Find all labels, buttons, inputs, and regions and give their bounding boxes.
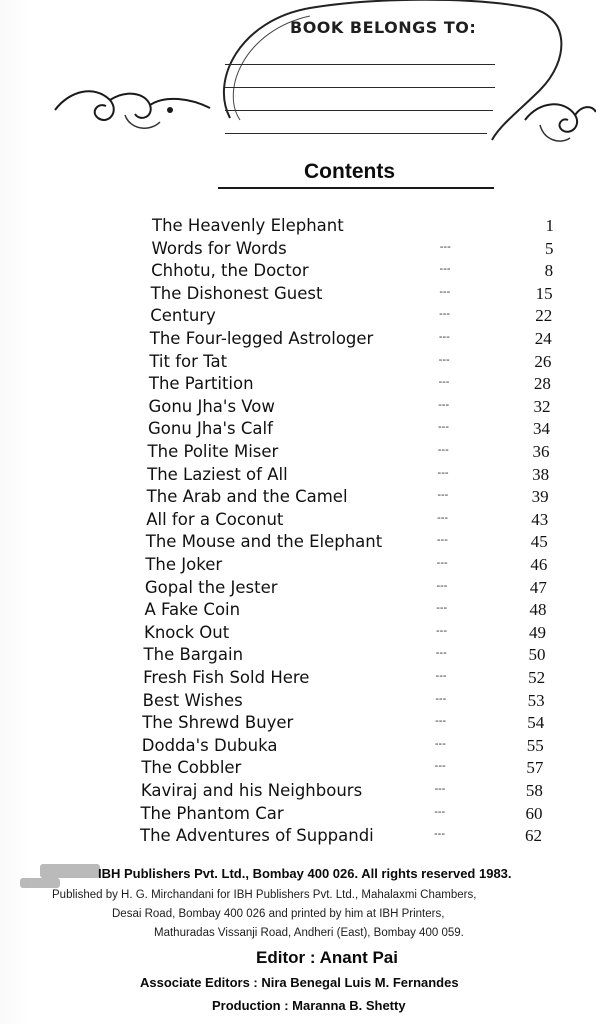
toc-entry-leader: --- (439, 240, 451, 253)
toc-entry-leader: --- (435, 715, 447, 728)
toc-entry-title: Gonu Jha's Vow (148, 396, 275, 416)
toc-entry-leader: --- (436, 602, 448, 615)
toc-entry-title: The Joker (145, 555, 223, 574)
toc-entry-page: 60 (525, 803, 543, 823)
toc-entry-page: 54 (527, 713, 545, 733)
toc-entry-title: The Bargain (143, 645, 244, 665)
toc-entry-leader: --- (434, 737, 446, 750)
toc-entry (0, 578, 596, 600)
toc-entry-leader: --- (436, 624, 447, 637)
toc-entry-leader: --- (439, 285, 451, 298)
toc-entry (0, 758, 596, 780)
ink-smudge (20, 878, 60, 888)
toc-entry-title: Gonu Jha's Calf (148, 419, 273, 439)
toc-entry-leader: --- (435, 670, 447, 682)
toc-entry-page: 1 (545, 216, 554, 235)
toc-entry-leader: --- (434, 828, 445, 841)
contents-heading: Contents (304, 160, 395, 183)
toc-entry-title: A Fake Coin (144, 600, 241, 620)
toc-entry-leader: --- (438, 353, 450, 366)
toc-entry (0, 510, 596, 532)
toc-entry-title: Kaviraj and his Neighbours (140, 781, 363, 800)
toc-entry-page: 45 (530, 532, 548, 552)
book-belongs-to-label: BOOK BELONGS TO: (290, 18, 477, 37)
toc-entry-page: 57 (526, 758, 544, 778)
toc-entry-leader: --- (437, 511, 449, 524)
toc-entry (0, 826, 596, 848)
toc-entry-title: Gopal the Jester (144, 577, 278, 597)
toc-entry-leader: --- (439, 263, 451, 276)
toc-entry-leader: --- (438, 398, 450, 411)
toc-entry-leader: --- (438, 376, 450, 389)
toc-entry (0, 216, 596, 238)
toc-entry-title: All for a Coconut (146, 509, 284, 529)
owner-line-4 (225, 133, 487, 134)
toc-entry-leader: --- (435, 647, 447, 660)
toc-entry-page: 39 (531, 487, 549, 507)
owner-line-3 (225, 110, 493, 111)
toc-entry (0, 306, 596, 328)
toc-entry-page: 5 (545, 238, 554, 258)
toc-entry-title: Words for Words (151, 238, 287, 258)
toc-entry-leader: --- (437, 466, 449, 479)
toc-entry (0, 239, 596, 261)
toc-entry (0, 804, 596, 826)
toc-entry-leader: --- (439, 308, 451, 321)
toc-entry-page: 15 (535, 283, 553, 303)
toc-entry (0, 465, 596, 487)
toc-entry-page: 50 (528, 645, 546, 665)
left-flourish-ornament (50, 70, 220, 150)
toc-entry-leader: --- (435, 692, 447, 705)
toc-entry (0, 419, 596, 441)
toc-entry-title: The Dishonest Guest (150, 283, 323, 303)
toc-entry-page: 49 (529, 622, 546, 642)
toc-entry-title: The Arab and the Camel (146, 487, 348, 507)
toc-entry-page: 38 (532, 464, 550, 484)
toc-entry-title: The Mouse and the Elephant (145, 532, 383, 552)
right-flourish-ornament (520, 90, 596, 160)
toc-entry-leader: --- (438, 421, 449, 434)
toc-entry-leader: --- (437, 444, 449, 456)
toc-entry-title: Fresh Fish Sold Here (143, 668, 310, 687)
toc-entry-title: Century (150, 306, 216, 326)
toc-entry (0, 645, 596, 667)
toc-entry-leader: --- (436, 557, 448, 569)
toc-entry-title: The Polite Miser (147, 442, 279, 461)
toc-entry (0, 352, 596, 374)
toc-entry (0, 600, 596, 622)
toc-entry (0, 374, 596, 396)
toc-entry-title: The Laziest of All (147, 464, 288, 484)
editor-credit: Editor : Anant Pai (256, 948, 398, 967)
ink-smudge (40, 864, 100, 878)
toc-entry-page: 8 (544, 261, 554, 281)
toc-entry (0, 691, 596, 713)
toc-entry-title: The Phantom Car (140, 803, 284, 823)
toc-entry-leader: --- (434, 805, 446, 818)
toc-entry (0, 532, 596, 554)
toc-entry (0, 668, 596, 690)
production-credit: Production : Maranna B. Shetty (212, 998, 406, 1013)
toc-entry-title: The Partition (148, 374, 254, 394)
toc-entry-title: Knock Out (144, 622, 230, 642)
toc-entry-page: 53 (527, 690, 545, 710)
toc-entry-page: 34 (533, 419, 550, 439)
published-by-line: Published by H. G. Mirchandani for IBH Publishers Pvt. Ltd., Mahalaxmi Chambers, (52, 889, 477, 901)
address-line-1: Desai Road, Bombay 400 026 and printed by him at IBH Printers, (112, 908, 445, 920)
owner-line-1 (225, 64, 495, 65)
toc-entry-title: Tit for Tat (149, 351, 228, 371)
toc-entry-page: 43 (531, 509, 549, 529)
contents-heading-rule (218, 187, 494, 189)
toc-entry (0, 329, 596, 351)
imprint-block (0, 860, 596, 1024)
toc-entry (0, 284, 596, 306)
toc-entry (0, 713, 596, 735)
toc-entry (0, 555, 596, 577)
toc-entry (0, 781, 596, 803)
toc-entry-leader: --- (434, 783, 446, 795)
toc-entry-title: Dodda's Dubuka (141, 735, 278, 755)
toc-entry-leader: --- (436, 579, 448, 592)
toc-entry-leader: --- (436, 534, 448, 547)
toc-entry-title: The Adventures of Suppandi (140, 826, 374, 846)
toc-entry-title: The Four-legged Astrologer (149, 329, 374, 348)
toc-entry-leader: --- (437, 489, 449, 502)
toc-entry-page: 32 (533, 396, 551, 416)
toc-entry (0, 736, 596, 758)
toc-entry-page: 24 (534, 329, 552, 348)
toc-entry (0, 397, 596, 419)
toc-entry-page: 47 (529, 577, 547, 597)
toc-entry-page: 28 (533, 374, 551, 394)
toc-entry-title: Chhotu, the Doctor (151, 261, 309, 281)
toc-entry-title: The Shrewd Buyer (142, 713, 294, 733)
toc-entry-page: 48 (529, 600, 547, 620)
associate-editors-credit: Associate Editors : Nira Benegal Luis M. Fernandes (140, 975, 459, 990)
toc-entry (0, 442, 596, 464)
toc-entry-page: 46 (530, 555, 548, 574)
toc-entry-leader: --- (434, 760, 446, 773)
toc-entry-title: The Cobbler (141, 758, 242, 778)
toc-entry-page: 58 (525, 781, 543, 800)
toc-entry (0, 487, 596, 509)
publisher-line: IBH Publishers Pvt. Ltd., Bombay 400 026. All rights reserved 1983. (98, 866, 512, 881)
toc-entry-page: 36 (532, 442, 550, 461)
address-line-2: Mathuradas Vissanji Road, Andheri (East), Bombay 400 059. (154, 927, 464, 939)
toc-entry-title: Best Wishes (142, 690, 243, 710)
toc-entry-title: The Heavenly Elephant (152, 216, 344, 235)
toc-entry (0, 623, 596, 645)
toc-entry-page: 62 (525, 826, 542, 846)
toc-entry-page: 22 (535, 306, 553, 326)
toc-entry (0, 261, 596, 283)
toc-entry-page: 55 (526, 735, 544, 755)
owner-line-2 (225, 87, 495, 88)
toc-entry-page: 26 (534, 351, 552, 371)
toc-entry-leader: --- (438, 331, 450, 343)
toc-entry-page: 52 (528, 668, 546, 687)
